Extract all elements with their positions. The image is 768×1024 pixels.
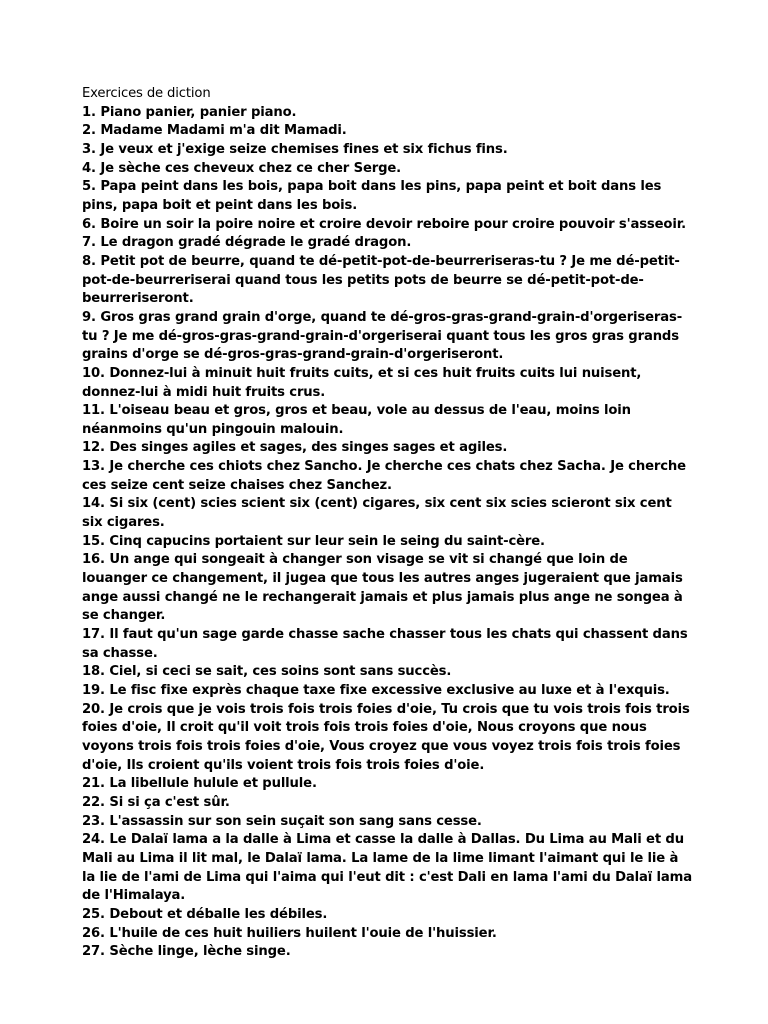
exercise-item: 10. Donnez-lui à minuit huit fruits cuits, et si ces huit fruits cuits lui nuisent, donnez-lui à midi huit fruits crus. [82, 365, 642, 400]
exercise-item: 20. Je crois que je vois trois fois trois foies d'oie, Tu crois que tu vois trois fois trois foies d'oie, Il croit qu'il voit trois fois trois foies d'oie, Nous croyons que nous voyons trois fois trois foies d'oie, Vous croyez que vous voyez trois fois trois foies d'oie, Ils croient qu'ils voient trois fois trois foies d'oie. [82, 701, 690, 773]
exercise-item: 6. Boire un soir la poire noire et croire devoir reboire pour croire pouvoir s'asseoir. [82, 216, 687, 232]
exercise-item: 24. Le Dalaï lama a la dalle à Lima et casse la dalle à Dallas. Du Lima au Mali et du Mali au Lima il lit mal, le Dalaï lama. La lame de la lime limant l'aimant qui le lie à la lie de l'ami de Lima qui l'aima qui l'eut dit : c'est Dali en lama l'ami du Dalaï lama de l'Himalaya. [82, 832, 693, 904]
exercise-item: 16. Un ange qui songeait à changer son visage se vit si changé que loin de louanger ce changement, il jugea que tous les autres anges jugeraient que jamais ange aussi changé ne le rechangerait jamais et plus jamais plus ange ne songea à se changer. [82, 552, 683, 624]
exercise-list [82, 104, 694, 962]
exercise-item: 21. La libellule hulule et pullule. [82, 776, 317, 792]
exercise-item: 22. Si si ça c'est sûr. [82, 794, 230, 810]
exercise-item: 13. Je cherche ces chiots chez Sancho. Je cherche ces chats chez Sacha. Je cherche ces seize cent seize chaises chez Sanchez. [82, 459, 686, 493]
exercise-item: 26. L'huile de ces huit huiliers huilent l'ouie de l'huissier. [82, 925, 497, 941]
exercise-item: 7. Le dragon gradé dégrade le gradé dragon. [82, 235, 412, 251]
exercise-item: 18. Ciel, si ceci se sait, ces soins sont sans succès. [82, 664, 452, 680]
exercise-item: 9. Gros gras grand grain d'orge, quand te dé-gros-gras-grand-grain-d'orgeriseras-tu ? Je me dé-gros-gras-grand-grain-d'orgeriserai quant tous les gros gras grands grains d'orge se dé-gros-gras-grand-grain-d'orgeriseront. [82, 309, 683, 363]
exercise-item: 17. Il faut qu'un sage garde chasse sache chasser tous les chats qui chassent dans sa chasse. [82, 627, 688, 661]
document-page [82, 85, 694, 962]
exercise-item: 14. Si six (cent) scies scient six (cent) cigares, six cent six scies scieront six cent six cigares. [82, 496, 672, 531]
exercise-item: 3. Je veux et j'exige seize chemises fines et six fichus fins. [82, 141, 508, 157]
exercise-item: 23. L'assassin sur son sein suçait son sang sans cesse. [82, 813, 482, 829]
exercise-item: 8. Petit pot de beurre, quand te dé-petit-pot-de-beurreriseras-tu ? Je me dé-petit-pot-de-beurreriserai quand tous les petits pots de beurre se dé-petit-pot-de-beurreriseront. [82, 253, 680, 307]
exercise-item: 12. Des singes agiles et sages, des singes sages et agiles. [82, 440, 508, 456]
exercise-item: 5. Papa peint dans les bois, papa boit dans les pins, papa peint et boit dans les pins, papa boit et peint dans les bois. [82, 179, 662, 213]
exercise-item: 2. Madame Madami m'a dit Mamadi. [82, 123, 347, 139]
exercise-item: 4. Je sèche ces cheveux chez ce cher Serge. [82, 160, 402, 176]
exercise-item: 11. L'oiseau beau et gros, gros et beau, vole au dessus de l'eau, moins loin néanmoins qu'un pingouin malouin. [82, 403, 631, 437]
document-title: Exercices de diction [82, 86, 211, 101]
exercise-item: 27. Sèche linge, lèche singe. [82, 944, 291, 960]
exercise-item: 25. Debout et déballe les débiles. [82, 906, 328, 922]
exercise-item: 1. Piano panier, panier piano. [82, 104, 297, 120]
exercise-item: 15. Cinq capucins portaient sur leur sein le seing du saint-cère. [82, 533, 545, 549]
exercise-item: 19. Le fisc fixe exprès chaque taxe fixe excessive exclusive au luxe et à l'exquis. [82, 683, 670, 698]
